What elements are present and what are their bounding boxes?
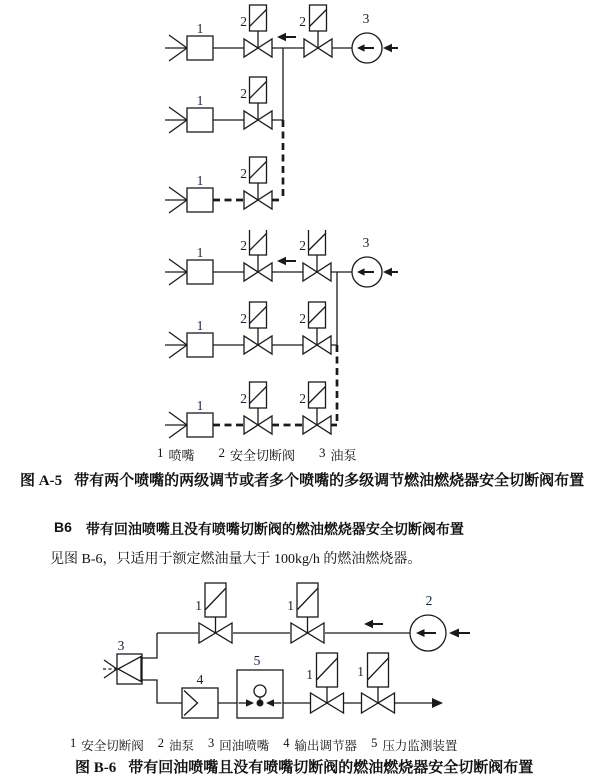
safety-shutoff-valve-symbol (362, 653, 395, 713)
pressure-monitor-symbol (237, 670, 283, 718)
safety-shutoff-valve-symbol (244, 5, 272, 57)
legend-marker: 4 (283, 736, 290, 750)
regulator-label: 4 (196, 672, 204, 687)
section-b6-title: 带有回油喷嘴且没有喷嘴切断阀的燃油燃烧器安全切断阀布置 (85, 521, 464, 537)
figure-b6-caption (75, 756, 533, 777)
legend-marker: 2 (157, 736, 165, 750)
figure-a5-title: 带有两个喷嘴的两级调节或者多个喷嘴的多级调节燃油燃烧器安全切断阀布置 (74, 473, 585, 489)
nozzle-symbol (165, 107, 213, 133)
pump-label: 2 (425, 593, 433, 608)
nozzle-label: 1 (196, 318, 204, 333)
oil-pump-symbol (352, 33, 398, 63)
figure-b6-number: 图 B-6 (75, 760, 117, 776)
monitor-label: 5 (253, 653, 261, 668)
valve-label: 1 (287, 598, 294, 613)
figure-a5-number: 图 A-5 (20, 473, 63, 489)
safety-shutoff-valve-symbol (303, 230, 331, 281)
safety-shutoff-valve-symbol (199, 583, 232, 643)
safety-shutoff-valve-symbol (291, 583, 324, 643)
nozzle-symbol (165, 332, 213, 358)
pump-label: 3 (362, 11, 370, 26)
safety-shutoff-valve-symbol (244, 382, 272, 434)
valve-label: 2 (299, 391, 306, 406)
valve-label: 2 (240, 238, 247, 253)
nozzle-symbol (165, 259, 213, 285)
safety-shutoff-valve-symbol (244, 77, 272, 129)
nozzle-symbol (165, 412, 213, 438)
legend-label: 喷嘴 (168, 448, 195, 463)
safety-shutoff-valve-symbol (311, 653, 344, 713)
safety-shutoff-valve-symbol (244, 157, 272, 209)
valve-label: 2 (240, 14, 247, 29)
oil-pump-symbol (410, 615, 470, 651)
figure-a5-diagram-multi-stage (0, 230, 601, 445)
figure-a5-diagram-two-stage (0, 0, 601, 230)
valve-label: 2 (240, 86, 247, 101)
nozzle-label: 1 (196, 93, 204, 108)
figure-a5-caption (20, 469, 584, 490)
nozzle-label: 1 (196, 245, 204, 260)
section-b6-body: 见图 B-6，只适用于额定燃油量大于 100kg/h 的燃油燃烧器。 (50, 552, 422, 567)
safety-shutoff-valve-symbol (303, 382, 331, 434)
valve-label: 2 (299, 238, 306, 253)
figure-b6-diagram (0, 580, 601, 735)
valve-label: 1 (306, 667, 313, 682)
return-nozzle-label: 3 (117, 638, 125, 653)
figure-b6-legend (70, 736, 457, 754)
valve-label: 1 (357, 664, 364, 679)
legend-marker: 2 (218, 445, 226, 460)
legend-label: 输出调节器 (294, 739, 358, 753)
legend-marker: 3 (208, 736, 215, 750)
safety-shutoff-valve-symbol (304, 5, 332, 57)
figure-b6-title: 带有回油喷嘴且没有喷嘴切断阀的燃油燃烧器安全切断阀布置 (128, 760, 534, 776)
nozzle-label: 1 (196, 173, 204, 188)
return-oil-nozzle-symbol (102, 654, 142, 684)
valve-label: 2 (240, 311, 247, 326)
legend-label: 安全切断阀 (81, 739, 144, 753)
safety-shutoff-valve-symbol (244, 230, 272, 281)
flow-direction-arrow (277, 257, 296, 265)
valve-label: 2 (299, 14, 306, 29)
legend-label: 回油喷嘴 (219, 739, 270, 753)
output-regulator-symbol (182, 688, 218, 718)
valve-label: 2 (240, 166, 247, 181)
safety-shutoff-valve-symbol (303, 302, 331, 354)
flow-direction-arrow (277, 33, 296, 41)
nozzle-symbol (165, 35, 213, 61)
flow-direction-arrow (364, 620, 383, 628)
legend-marker: 1 (157, 445, 164, 460)
legend-marker: 5 (371, 736, 378, 750)
section-b6-number: B6 (54, 519, 72, 535)
legend-label: 安全切断阀 (230, 448, 296, 463)
valve-label: 2 (240, 391, 247, 406)
pump-label: 3 (362, 235, 370, 250)
legend-label: 油泵 (169, 739, 195, 753)
oil-pump-symbol (352, 257, 398, 287)
legend-marker: 3 (319, 445, 326, 460)
legend-label: 油泵 (330, 448, 357, 463)
safety-shutoff-valve-symbol (244, 302, 272, 354)
nozzle-symbol (165, 187, 213, 213)
legend-label: 压力监测装置 (382, 739, 458, 753)
valve-label: 2 (299, 311, 306, 326)
nozzle-label: 1 (196, 398, 204, 413)
legend-marker: 1 (70, 736, 77, 750)
section-b6-heading (54, 519, 464, 539)
valve-label: 1 (195, 598, 202, 613)
nozzle-label: 1 (196, 21, 204, 36)
figure-a5-legend (157, 445, 357, 464)
